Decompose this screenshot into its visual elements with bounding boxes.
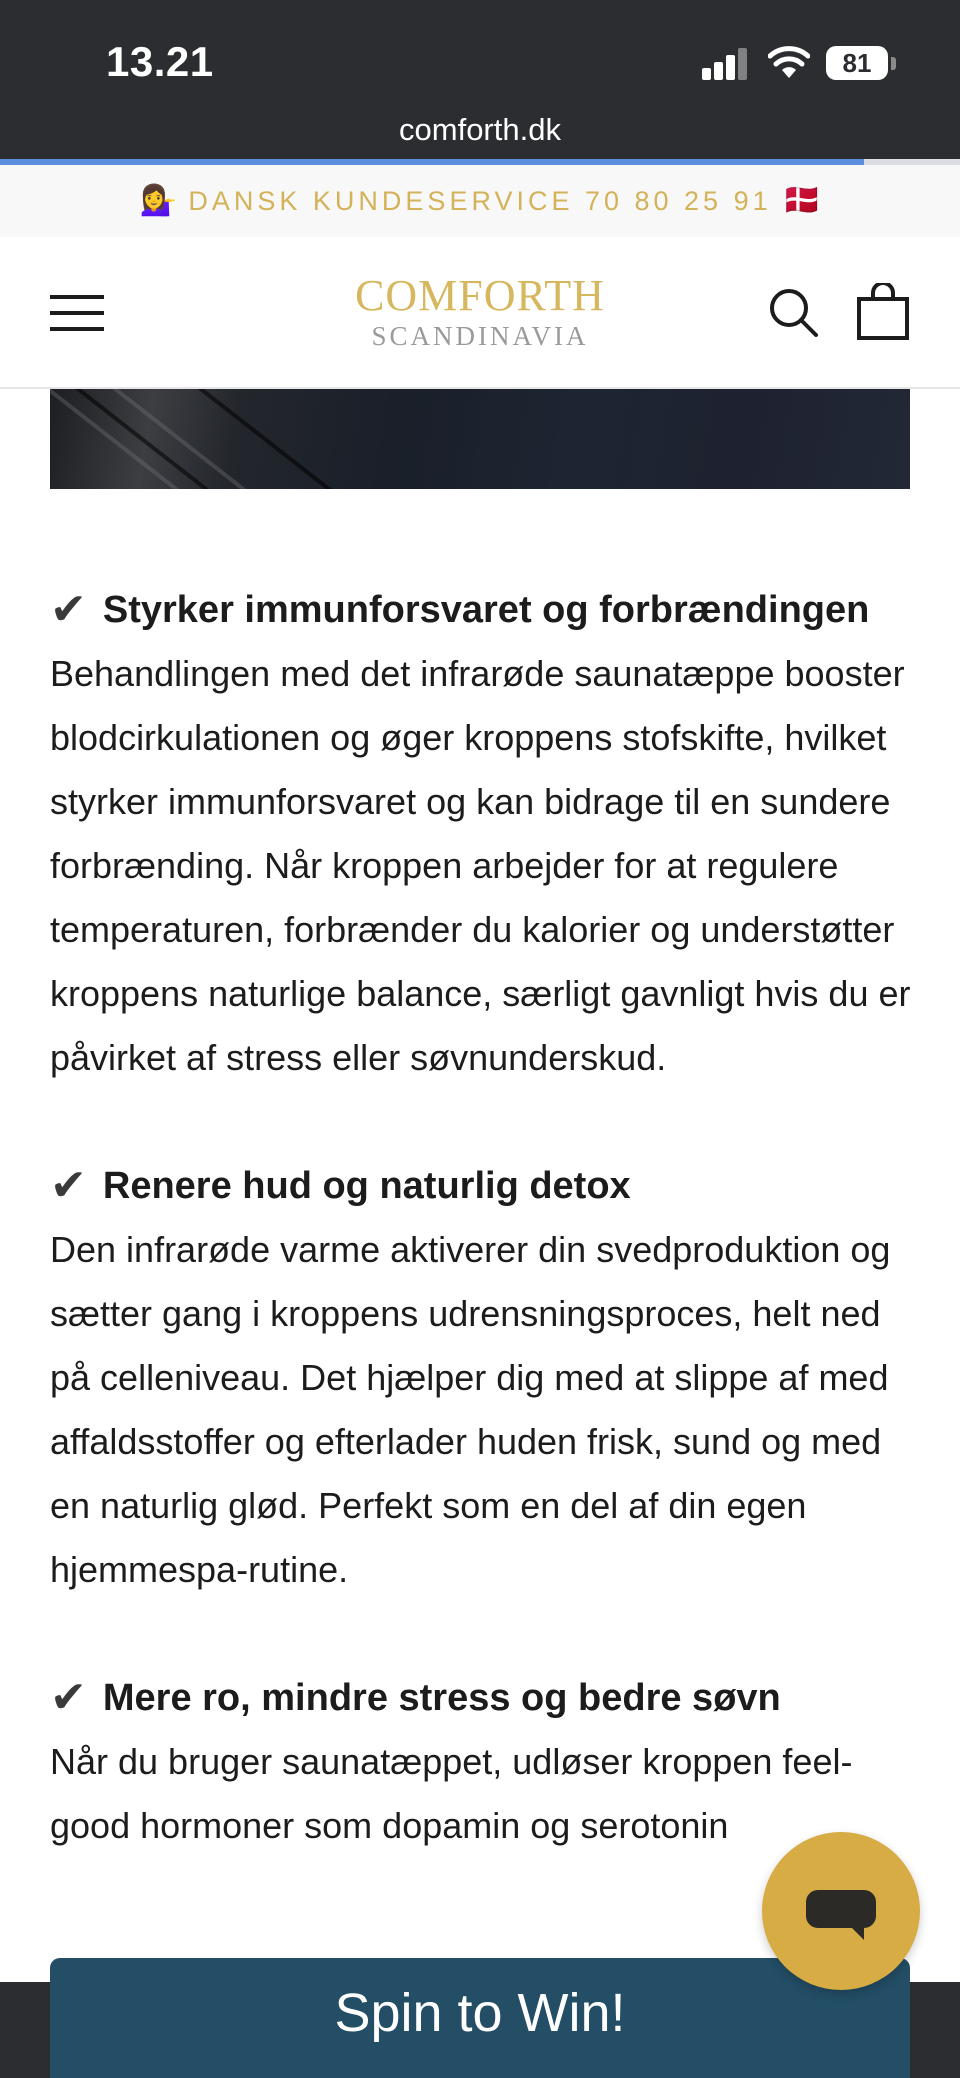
benefit-body: Den infrarøde varme aktiverer din svedproduktion og sætter gang i kroppens udrensningsproces, helt ned på celleniveau. Det hjælper dig med at slippe af med affaldsstoffer og efterlader huden frisk, sund og med en naturlig glød. Perfekt som en del af din egen hjemmespa-rutine. xyxy=(50,1229,891,1590)
announcement-bar[interactable] xyxy=(0,165,960,237)
benefit-title-text: Renere hud og naturlig detox xyxy=(102,1165,631,1207)
benefit-section xyxy=(50,1154,920,1602)
benefit-body: Når du bruger saunatæppet, udløser kroppen feel-good hormoner som dopamin og serotonin xyxy=(50,1741,853,1846)
wifi-icon xyxy=(768,44,810,80)
chat-launcher-button[interactable] xyxy=(762,1832,920,1990)
hero-image xyxy=(50,389,910,489)
chat-bubble-tail xyxy=(848,1924,864,1940)
logo-sub-text[interactable]: SCANDINAVIA xyxy=(371,321,589,351)
spin-to-win-button[interactable]: Spin to Win! xyxy=(50,1958,910,2078)
url-text[interactable]: comforth.dk xyxy=(399,112,561,147)
benefit-title-text: Styrker immunforsvaret og forbrændingen xyxy=(102,589,870,631)
search-icon[interactable] xyxy=(768,287,820,339)
benefit-section xyxy=(50,1666,920,1858)
product-benefits xyxy=(50,578,920,1922)
status-time: 13.21 xyxy=(106,38,214,85)
cellular-signal-icon xyxy=(702,48,748,80)
status-bar xyxy=(0,0,960,115)
hamburger-icon[interactable] xyxy=(50,295,104,331)
benefit-title xyxy=(50,578,920,642)
shopping-bag-icon[interactable] xyxy=(856,283,910,341)
benefit-section xyxy=(50,578,920,1090)
logo-main-text[interactable]: COMFORTH xyxy=(355,271,605,320)
battery-indicator: 81 xyxy=(826,46,888,80)
battery-tip xyxy=(891,57,896,70)
checkmark-icon: ✔ xyxy=(50,585,87,634)
checkmark-icon: ✔ xyxy=(50,1673,87,1722)
benefit-title-text: Mere ro, mindre stress og bedre søvn xyxy=(102,1677,781,1719)
benefit-title xyxy=(50,1666,920,1730)
announcement-text[interactable]: DANSK KUNDESERVICE 70 80 25 91 xyxy=(188,186,772,216)
site-logo[interactable] xyxy=(330,273,630,353)
support-person-emoji: 💁‍♀️ xyxy=(139,184,177,217)
checkmark-icon: ✔ xyxy=(50,1161,87,1210)
site-header xyxy=(0,237,960,389)
chat-bubble-icon xyxy=(806,1890,876,1928)
url-bar[interactable] xyxy=(0,110,960,162)
benefit-body: Behandlingen med det infrarøde saunatæppe booster blodcirkulationen og øger kroppens stofskifte, hvilket styrker immunforsvaret og kan bidrage til en sundere forbrænding. Når kroppen arbejder for at regulere temperaturen, forbrænder du kalorier og understøtter kroppens naturlige balance, særligt gavnligt hvis du er påvirket af stress eller søvnunderskud. xyxy=(50,653,911,1078)
benefit-title xyxy=(50,1154,920,1218)
danish-flag-emoji: 🇩🇰 xyxy=(783,184,821,217)
